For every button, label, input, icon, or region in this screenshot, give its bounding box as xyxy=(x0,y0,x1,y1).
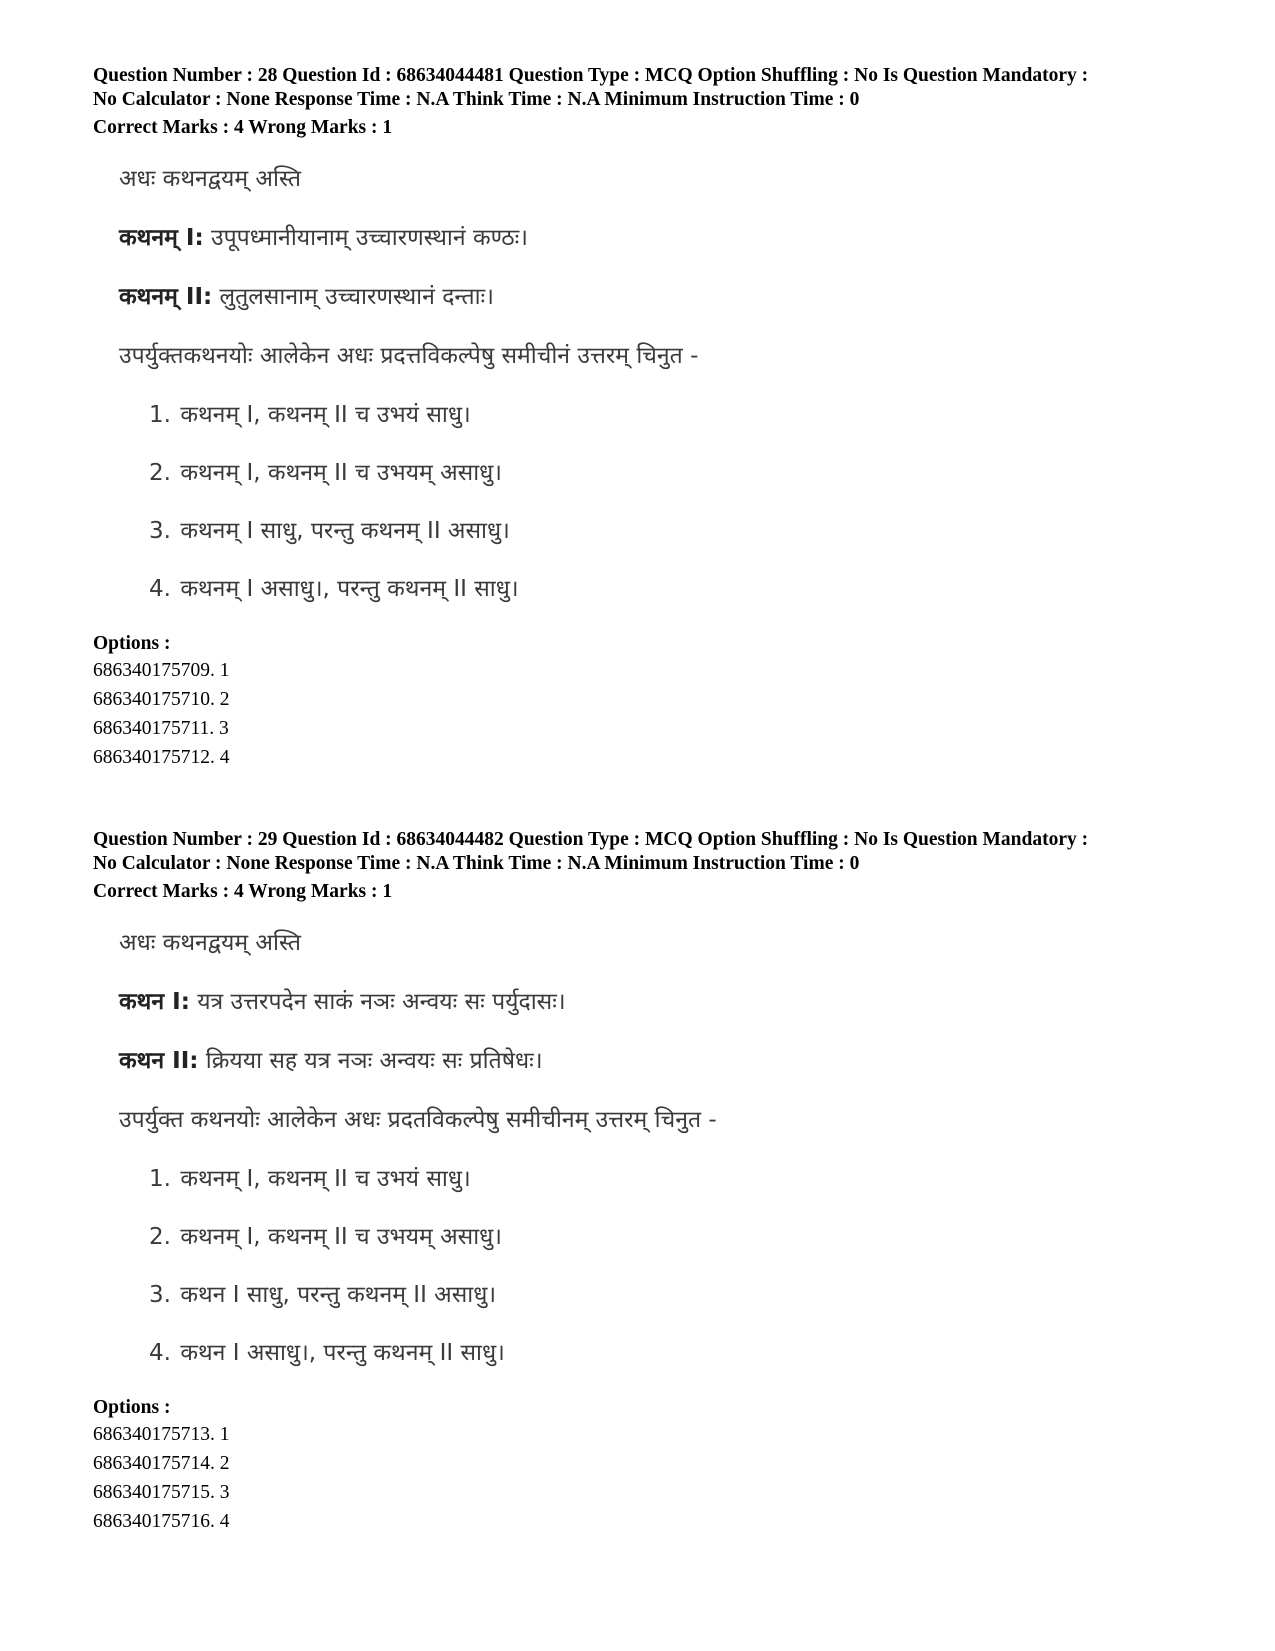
option-id: 686340175711. 3 xyxy=(93,718,229,739)
question-meta-line: No Calculator : None Response Time : N.A Think Time : N.A Minimum Instruction Time : 0 xyxy=(93,89,860,110)
choice-text: कथनम् I साधु, परन्तु कथनम् II असाधु। xyxy=(180,518,510,544)
option-id: 686340175713. 1 xyxy=(93,1424,230,1445)
question-meta-line: No Calculator : None Response Time : N.A Think Time : N.A Minimum Instruction Time : 0 xyxy=(93,853,860,874)
choice-item xyxy=(119,514,1203,572)
statement-2 xyxy=(119,280,1203,339)
choice-item xyxy=(119,1278,1203,1336)
choice-number: 2. xyxy=(149,1224,171,1250)
option-id: 686340175712. 4 xyxy=(93,747,230,768)
question-meta-line: Question Number : 29 Question Id : 68634044482 Question Type : MCQ Option Shuffling : No Is Question Mandatory : xyxy=(93,829,1089,850)
statement-text: उपूपध्मानीयानाम् उच्चारणस्थानं कण्ठः। xyxy=(203,225,529,251)
options-heading: Options : xyxy=(93,633,171,654)
choice-text: कथनम् I, कथनम् II च उभयम् असाधु। xyxy=(180,460,503,486)
statement-1 xyxy=(119,221,1203,280)
choice-number: 3. xyxy=(149,518,171,544)
statement-label: कथन I: xyxy=(119,989,190,1015)
choice-number: 4. xyxy=(149,1340,171,1366)
question-marks: Correct Marks : 4 Wrong Marks : 1 xyxy=(93,881,393,902)
option-id: 686340175709. 1 xyxy=(93,660,230,681)
question-intro: अधः कथनद्वयम् अस्ति xyxy=(119,930,302,956)
choice-text: कथनम् I, कथनम् II च उभयम् असाधु। xyxy=(180,1224,503,1250)
statement-text: क्रियया सह यत्र नञः अन्वयः सः प्रतिषेधः। xyxy=(198,1048,543,1074)
question-instruction: उपर्युक्त कथनयोः आलेकेन अधः प्रदतविकल्पेषु समीचीनम् उत्तरम् चिनुत - xyxy=(119,1107,717,1133)
question-instruction: उपर्युक्तकथनयोः आलेकेन अधः प्रदत्तविकल्पेषु समीचीनं उत्तरम् चिनुत - xyxy=(119,343,699,369)
question-body xyxy=(119,926,1203,1394)
question-body xyxy=(119,162,1203,630)
question-block xyxy=(93,64,1203,772)
choice-number: 2. xyxy=(149,460,171,486)
choice-item xyxy=(119,456,1203,514)
statement-label: कथनम् II: xyxy=(119,284,213,310)
choice-text: कथन I असाधु।, परन्तु कथनम् II साधु। xyxy=(180,1340,505,1366)
choice-text: कथनम् I असाधु।, परन्तु कथनम् II साधु। xyxy=(180,576,519,602)
statement-1 xyxy=(119,985,1203,1044)
choice-item xyxy=(119,1162,1203,1220)
option-id: 686340175715. 3 xyxy=(93,1482,230,1503)
question-marks: Correct Marks : 4 Wrong Marks : 1 xyxy=(93,117,393,138)
option-id: 686340175710. 2 xyxy=(93,689,230,710)
choice-number: 1. xyxy=(149,402,171,428)
options-heading: Options : xyxy=(93,1397,171,1418)
question-block xyxy=(93,828,1203,1536)
question-meta-line: Question Number : 28 Question Id : 68634044481 Question Type : MCQ Option Shuffling : No Is Question Mandatory : xyxy=(93,65,1089,86)
statement-label: कथन II: xyxy=(119,1048,199,1074)
choice-number: 1. xyxy=(149,1166,171,1192)
option-id: 686340175716. 4 xyxy=(93,1511,230,1532)
question-intro: अधः कथनद्वयम् अस्ति xyxy=(119,166,302,192)
option-id: 686340175714. 2 xyxy=(93,1453,230,1474)
statement-2 xyxy=(119,1044,1203,1103)
choice-text: कथन I साधु, परन्तु कथनम् II असाधु। xyxy=(180,1282,497,1308)
choice-item xyxy=(119,1336,1203,1394)
choice-item xyxy=(119,1220,1203,1278)
statement-text: लुतुलसानाम् उच्चारणस्थानं दन्ताः। xyxy=(212,284,494,310)
statement-text: यत्र उत्तरपदेन साकं नञः अन्वयः सः पर्युदासः। xyxy=(189,989,566,1015)
choice-text: कथनम् I, कथनम् II च उभयं साधु। xyxy=(180,1166,471,1192)
statement-label: कथनम् I: xyxy=(119,225,204,251)
choice-text: कथनम् I, कथनम् II च उभयं साधु। xyxy=(180,402,471,428)
choice-item xyxy=(119,572,1203,630)
choice-number: 4. xyxy=(149,576,171,602)
choice-item xyxy=(119,398,1203,456)
choice-number: 3. xyxy=(149,1282,171,1308)
